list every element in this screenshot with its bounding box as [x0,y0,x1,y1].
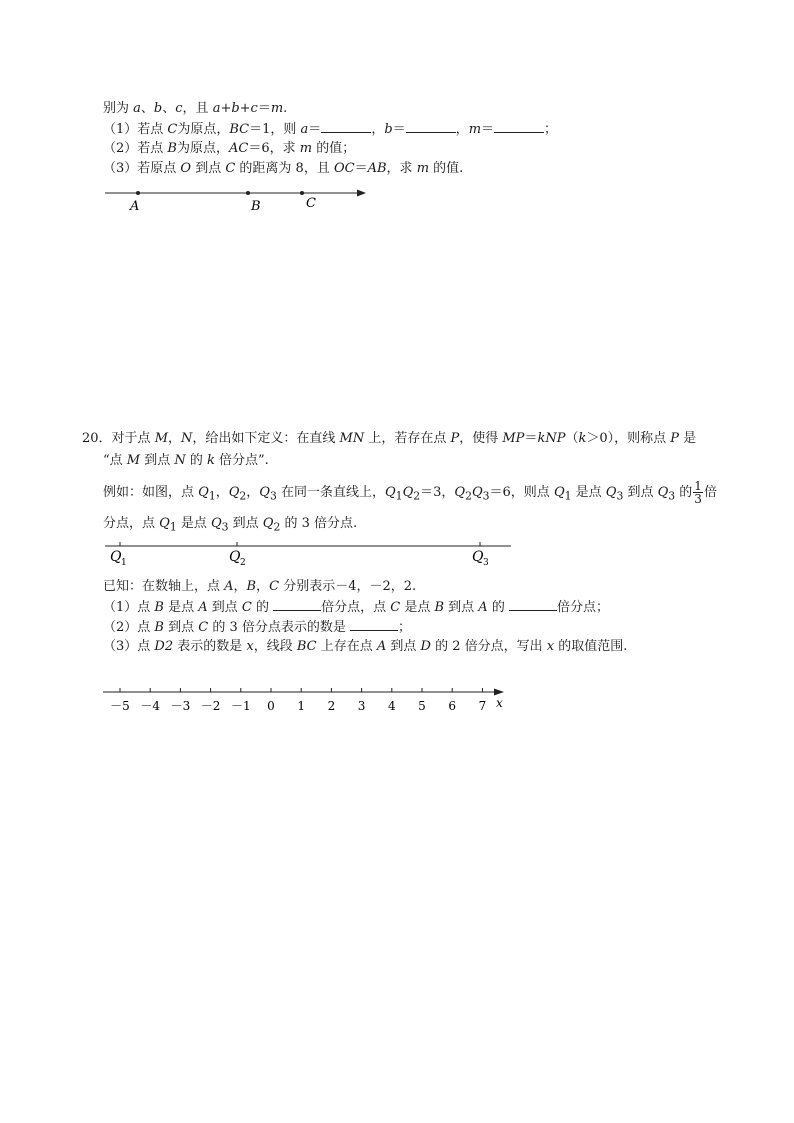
problem-number: 20． [82,431,112,446]
p19-question-3: （3）若原点 O 到点 C 的距离为 8，且 OC＝AB，求 m 的值. [103,161,464,176]
axis-tick-label: －3 [170,699,191,713]
p20-known: 已知：在数轴上，点 A，B，C 分别表示－4，－2，2. [103,579,417,594]
q2-subscript: 2 [240,558,246,568]
p19-intro: 别为 a、b、c，且 a+b+c＝m. [103,101,288,116]
axis-tick-label: －5 [110,699,130,713]
q3-subscript: 3 [483,558,489,568]
p20-definition-line-2: “点 M 到点 N 的 k 倍分点”. [103,453,269,468]
p19-question-1: （1）若点 C为原点，BC＝1，则 a＝ ，b＝ ，m＝ ； [103,122,558,137]
point-c-label: C [306,196,316,211]
axis-tick-label: 4 [387,699,396,713]
axis-tick-label: 6 [448,699,457,713]
axis-tick-label: －4 [140,699,161,713]
p20-example-line-2: 分点，点 $Q_1$ 是点 $Q_3$ 到点 $Q_2$ 的 3 倍分点. [103,516,358,534]
axis-variable-label: x [496,696,503,710]
point-a-label: A [130,199,140,214]
axis-tick-label: 1 [297,699,306,713]
axis-tick-label: 7 [478,699,487,713]
q2-label: Q [229,549,241,565]
axis-tick-label: 2 [327,699,336,713]
q3-label: Q [472,549,484,565]
p20-question-2: （2）点 B 到点 C 的 3 倍分点表示的数是 ； [103,620,412,635]
axis-tick-label: －1 [230,699,251,713]
p19-question-2: （2）若点 B为原点，AC＝6，求 m 的值； [103,141,356,156]
arrow-right-icon [494,689,504,696]
fraction-one-third: $\frac{1}{3}$ [694,479,702,506]
p20-example-line-1: 例如：如图，点 $Q_1$，$Q_2$，$Q_3$ 在同一条直线上，$Q_1Q_2=3$，$Q_2Q_3=6$，则点 $Q_1$ 是点 $Q_3$ 到点 $Q_3$ 的 $\frac{1}{3}$ 倍 [103,479,717,506]
axis-tick-label: －2 [200,699,221,713]
q1-subscript: 1 [121,558,127,568]
axis-tick-label: 5 [418,699,426,713]
axis-tick-label: 0 [267,699,275,713]
p20-question-3: （3）点 D2 表示的数是 x，线段 BC 上存在点 A 到点 D 的 2 倍分点，写出 x 的取值范围. [103,639,628,654]
point-b-label: B [251,199,261,214]
q1-label: Q [110,549,122,565]
p20-definition-line-1: 20．对于点 M，N，给出如下定义：在直线 MN 上，若存在点 P，使得 MP＝kNP（k＞0），则称点 P 是 [82,431,697,446]
p20-question-1: （1）点 B 是点 A 到点 C 的 倍分点，点 C 是点 B 到点 A 的 倍分点； [103,600,609,615]
axis-tick-label: 3 [357,699,366,713]
